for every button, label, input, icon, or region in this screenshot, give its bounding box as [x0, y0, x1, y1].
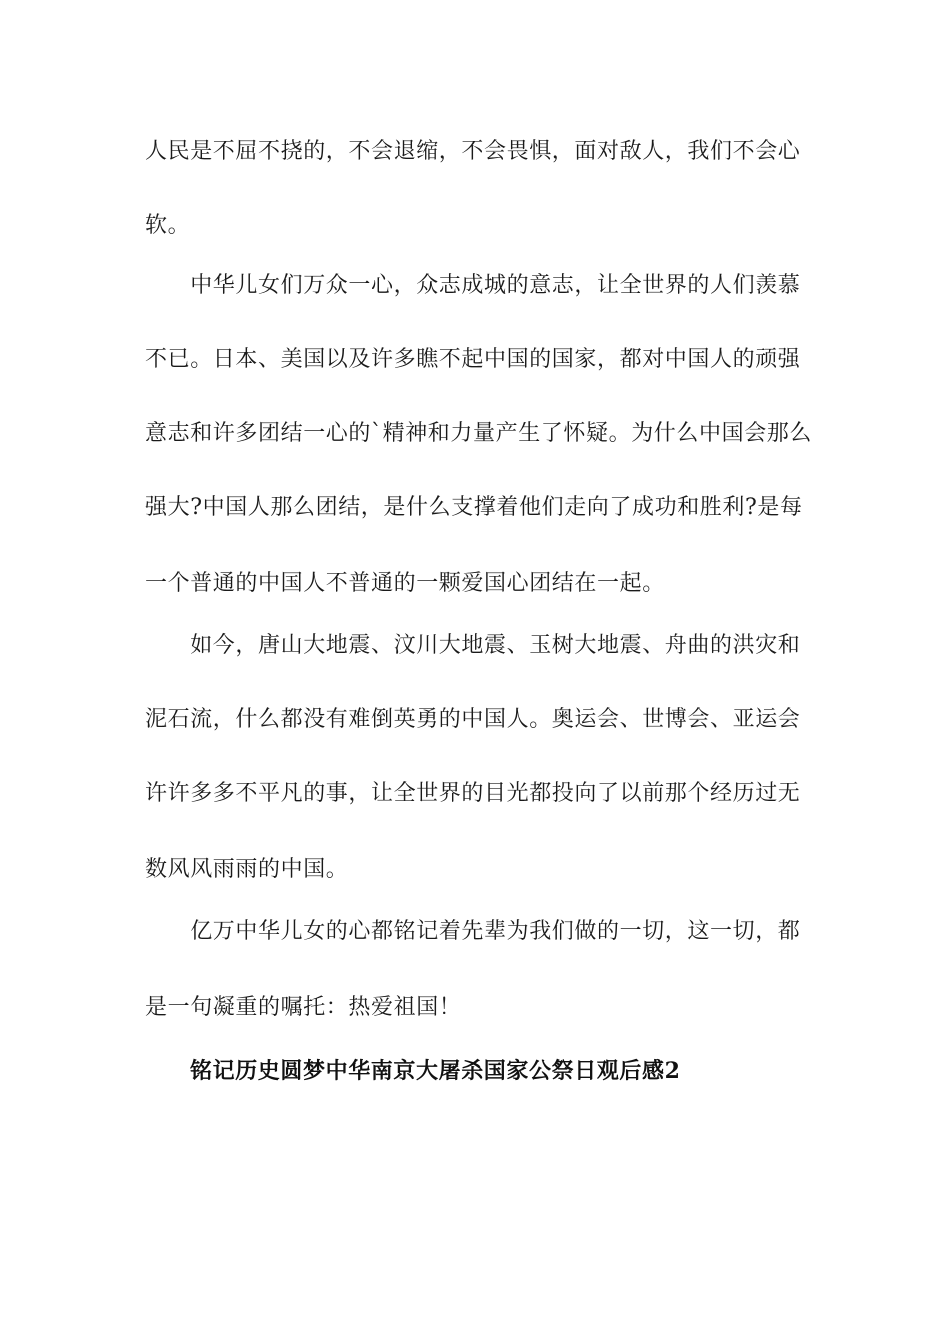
text-line: 数风风雨雨的中国。 [145, 857, 349, 882]
section-heading: 铭记历史圆梦中华南京大屠杀国家公祭日观后感2 [190, 1058, 681, 1084]
text-line: 意志和许多团结一心的`精神和力量产生了怀疑。为什么中国会那么 [145, 421, 813, 446]
text-line: 是一句凝重的嘱托：热爱祖国！ [145, 995, 462, 1020]
text-line: 强大?中国人那么团结，是什么支撑着他们走向了成功和胜利?是每 [145, 495, 803, 520]
text-line: 许许多多不平凡的事，让全世界的目光都投向了以前那个经历过无 [145, 781, 801, 806]
text-line: 泥石流，什么都没有难倒英勇的中国人。奥运会、世博会、亚运会 [145, 707, 801, 732]
text-line: 如今，唐山大地震、汶川大地震、玉树大地震、舟曲的洪灾和 [145, 633, 801, 658]
text-line: 中华儿女们万众一心，众志成城的意志，让全世界的人们羡慕 [145, 273, 801, 298]
text-line: 一个普通的中国人不普通的一颗爱国心团结在一起。 [145, 571, 665, 596]
text-line: 软。 [145, 213, 191, 238]
text-line: 人民是不屈不挠的，不会退缩，不会畏惧，面对敌人，我们不会心 [145, 139, 801, 164]
text-line: 亿万中华儿女的心都铭记着先辈为我们做的一切，这一切，都 [145, 919, 801, 944]
text-line: 不已。日本、美国以及许多瞧不起中国的国家，都对中国人的顽强 [145, 347, 801, 372]
